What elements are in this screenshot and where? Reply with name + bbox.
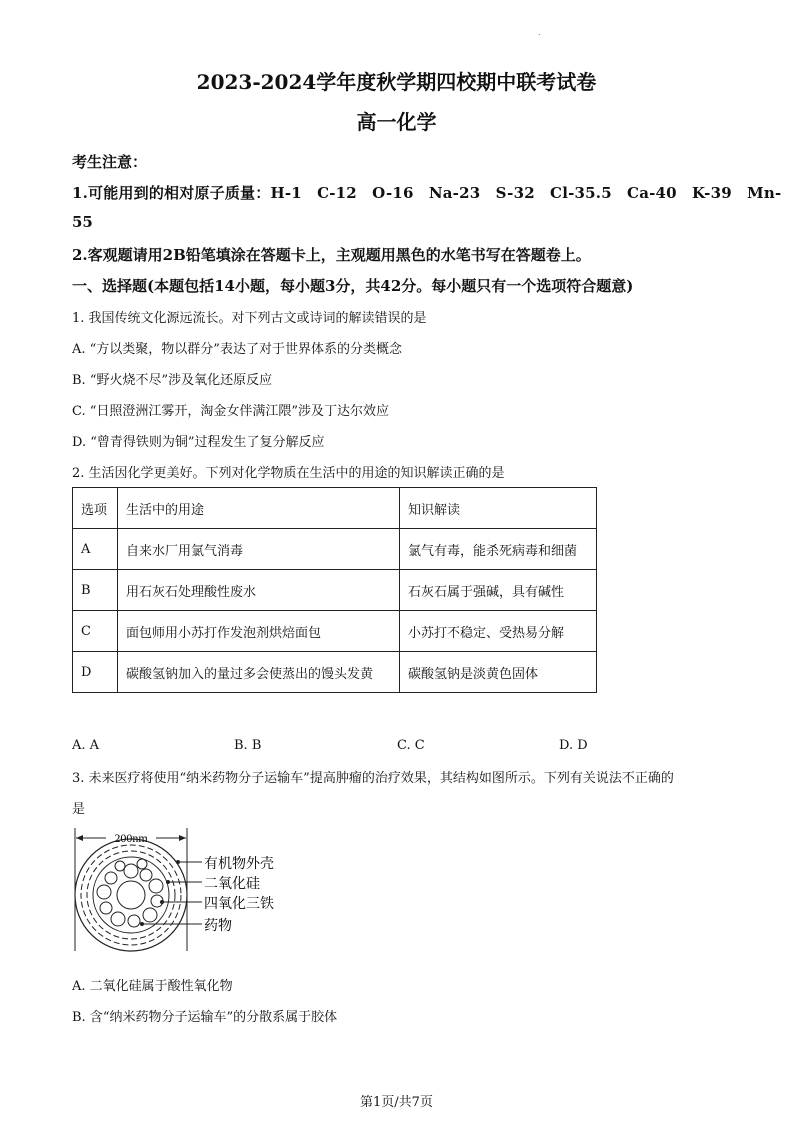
q1-option-c: C. “日照澄洲江雾开，淘金女伴满江隈”涉及丁达尔效应 (72, 404, 390, 419)
q1-option-a: A. “方以类聚，物以群分”表达了对于世界体系的分类概念 (72, 342, 402, 357)
table-cell: 碳酸氢钠加入的量过多会使蒸出的馒头发黄 (118, 652, 400, 693)
notice-heading: 考生注意： (72, 153, 148, 171)
page-number: 第1页/共7页 (360, 1095, 433, 1110)
q3-option-a: A. 二氧化硅属于酸性氧化物 (72, 979, 233, 994)
scan-dot: . (538, 28, 541, 37)
table-cell: 自来水厂用氯气消毒 (118, 529, 400, 570)
iron-oxide-particles (97, 859, 163, 927)
notice-line-1-cont: 55 (72, 213, 93, 231)
table-cell: D (73, 652, 118, 693)
table-cell: A (73, 529, 118, 570)
nano-carrier-diagram (70, 826, 300, 956)
label-iron-oxide: 四氧化三铁 (204, 896, 274, 912)
q2-choice-d: D. D (559, 738, 588, 753)
table-cell: 石灰石属于强碱，具有碱性 (400, 570, 597, 611)
table-header-cell: 选项 (73, 488, 118, 529)
table-cell: 用石灰石处理酸性废水 (118, 570, 400, 611)
q2-choice-a: A. A (72, 738, 100, 753)
table-cell: 氯气有毒，能杀死病毒和细菌 (400, 529, 597, 570)
question-1-stem: 1. 我国传统文化源远流长。对下列古文或诗词的解读错误的是 (72, 311, 427, 326)
dimension-arrow-right-head (179, 835, 186, 841)
table-cell: 面包师用小苏打作发泡剂烘焙面包 (118, 611, 400, 652)
notice-line-1: 1.可能用到的相对原子质量：H-1 C-12 O-16 Na-23 S-32 Cl-35.5 Ca-40 K-39 Mn- (72, 184, 782, 202)
q3-option-b: B. 含“纳米药物分子运输车”的分散系属于胶体 (72, 1010, 338, 1025)
table-row (73, 611, 597, 652)
question-3-stem: 3. 未来医疗将使用“纳米药物分子运输车”提高肿瘤的治疗效果，其结构如图所示。下列有关说法不正确的 (72, 771, 674, 786)
label-drug: 药物 (204, 918, 232, 934)
table-cell: B (73, 570, 118, 611)
table-header-cell: 知识解读 (400, 488, 597, 529)
dimension-label: 200nm (114, 831, 148, 845)
label-organic-shell: 有机物外壳 (204, 856, 274, 872)
question-2-stem: 2. 生活因化学更美好。下列对化学物质在生活中的用途的知识解读正确的是 (72, 466, 505, 481)
q2-table (72, 487, 597, 693)
table-cell: C (73, 611, 118, 652)
label-silica: 二氧化硅 (204, 876, 260, 892)
table-row (73, 570, 597, 611)
table-row (73, 529, 597, 570)
q2-choice-c: C. C (397, 738, 425, 753)
q1-option-d: D. “曾青得铁则为铜”过程发生了复分解反应 (72, 435, 325, 450)
dimension-arrow-left-head (76, 835, 83, 841)
shell-dashed-ring-1 (81, 845, 181, 945)
drug-core-circle (117, 881, 145, 909)
question-3-stem-cont: 是 (72, 802, 86, 817)
table-cell: 碳酸氢钠是淡黄色固体 (400, 652, 597, 693)
table-row (73, 652, 597, 693)
exam-subject: 高一化学 (356, 110, 437, 134)
q2-choice-b: B. B (234, 738, 262, 753)
notice-line-2: 2.客观题请用2B铅笔填涂在答题卡上，主观题用黑色的水笔书写在答题卷上。 (72, 246, 591, 264)
shell-outer-circle (75, 839, 187, 951)
exam-title: 2023-2024学年度秋学期四校期中联考试卷 (196, 70, 597, 94)
table-header-row (73, 488, 597, 529)
table-header-cell: 生活中的用途 (118, 488, 400, 529)
table-cell: 小苏打不稳定、受热易分解 (400, 611, 597, 652)
q1-option-b: B. “野火烧不尽”涉及氧化还原反应 (72, 373, 273, 388)
section-heading: 一、选择题(本题包括14小题，每小题3分，共42分。每小题只有一个选项符合题意) (72, 277, 634, 295)
